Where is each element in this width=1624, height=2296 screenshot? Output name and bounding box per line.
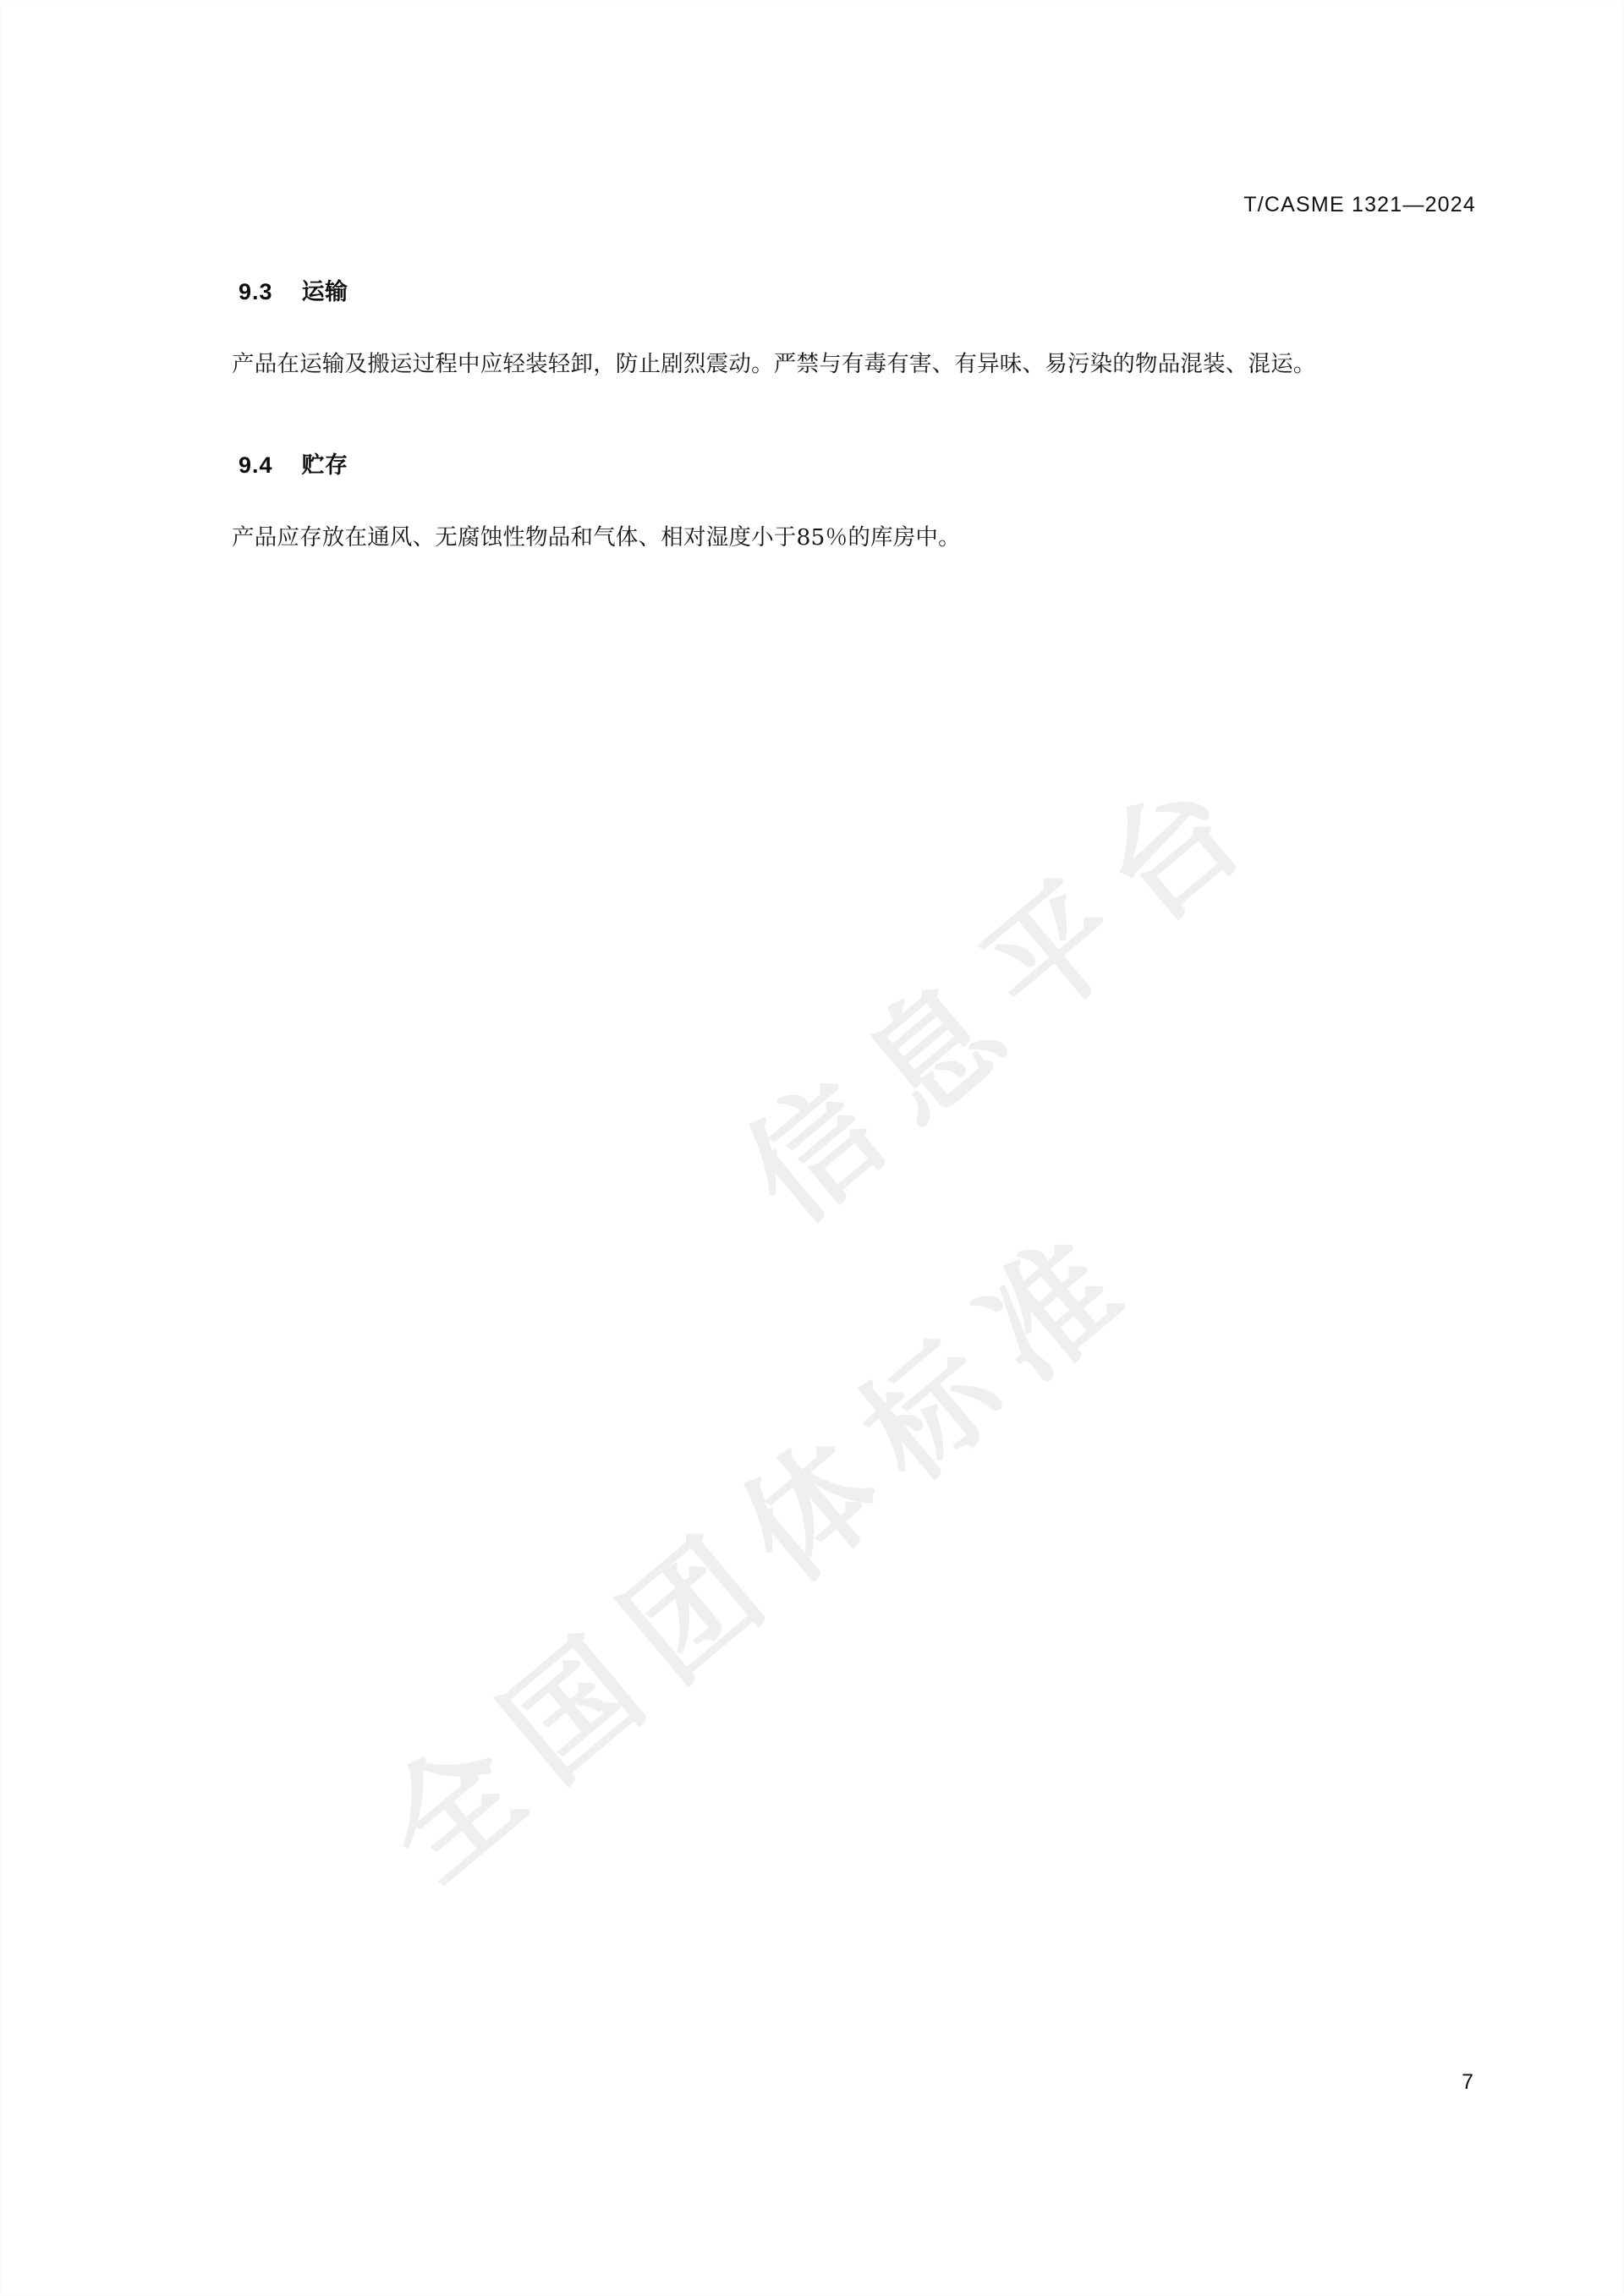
clause-9-3-number: 9.3 (239, 279, 273, 304)
clause-9-3 (184, 247, 1470, 383)
clause-9-3-body: 产品在运输及搬运过程中应轻装轻卸，防止剧烈震动。严禁与有毒有害、有异味、易污染的物品混装、混运。 (232, 351, 1316, 377)
clause-9-4-heading (184, 420, 1470, 506)
document-header-standard-code: T/CASME 1321—2024 (1243, 193, 1476, 216)
document-body (184, 247, 1470, 556)
clause-9-4-title: 贮存 (301, 452, 348, 478)
watermark-text-line-1: 全国团体标准 (359, 1197, 1166, 1907)
clause-9-4-body: 产品应存放在通风、无腐蚀性物品和气体、相对湿度小于85％的库房中。 (232, 523, 961, 551)
watermark-text-line-2: 信息平台 (721, 739, 1289, 1248)
clause-9-3-title: 运输 (301, 279, 348, 304)
clause-9-3-heading (184, 247, 1470, 332)
page-number: 7 (1462, 2070, 1473, 2094)
clause-9-4 (184, 420, 1470, 556)
clause-9-4-number: 9.4 (239, 452, 273, 478)
